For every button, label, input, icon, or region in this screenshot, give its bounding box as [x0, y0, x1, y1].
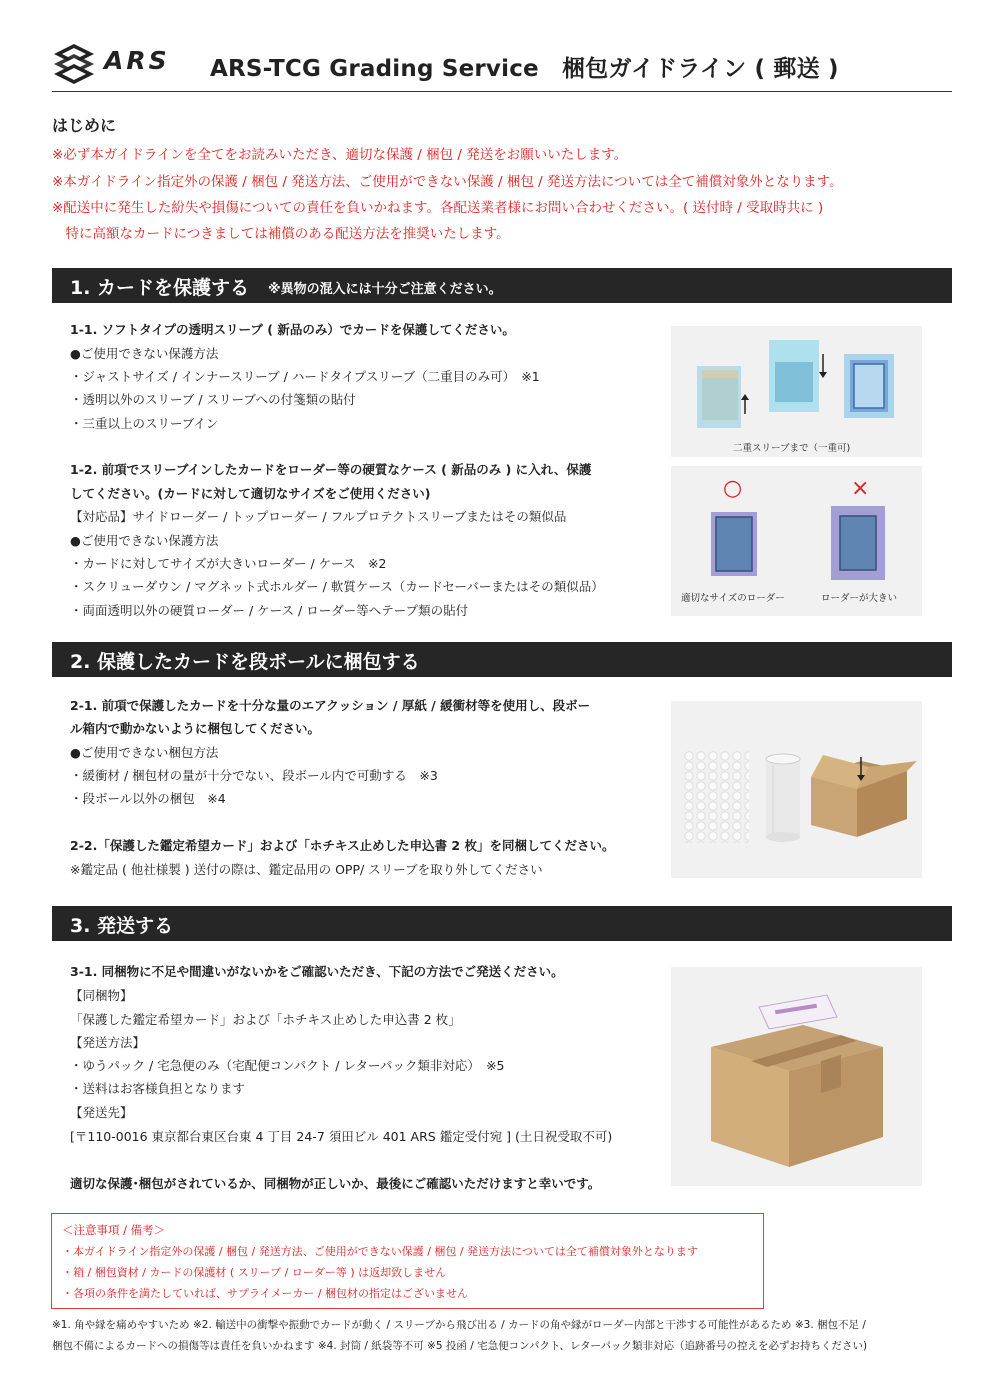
loader-illustration — [671, 466, 922, 616]
ng-mark-icon: × — [851, 476, 870, 501]
notes-title: ＜注意事項 / 備考＞ — [62, 1223, 166, 1237]
intro-line: 特に高額なカードにつきましては補償のある配送方法を推奨いたします。 — [52, 226, 510, 242]
section-2-header — [52, 642, 952, 677]
s1-line: ・カードに対してサイズが大きいローダー / ケース ※2 — [70, 556, 387, 571]
logo-text: ARS — [104, 46, 170, 75]
section-3-header — [52, 906, 952, 941]
s3-line: 「保護した鑑定希望カード」および「ホチキス止めした申込書 2 枚」 — [70, 1012, 461, 1027]
ok-mark-icon: ○ — [723, 476, 743, 501]
s2-line: ※鑑定品 ( 他社様製 ) 送付の際は、鑑定品用の OPP/ スリーブを取り外してください — [70, 862, 543, 877]
s2-line: ・段ボール以外の梱包 ※4 — [70, 791, 226, 806]
sleeve-diagram-icon — [671, 326, 922, 457]
intro-line: ※必ず本ガイドラインを全てをお読みいただき、適切な保護 / 梱包 / 発送をお願いいたします。 — [52, 147, 628, 163]
section-3-title: 3. 発送する — [70, 915, 174, 937]
notes-item: ・各項の条件を満たしていれば、サプライメーカー / 梱包材の指定はございません — [62, 1287, 469, 1300]
notes-item: ・本ガイドライン指定外の保護 / 梱包 / 発送方法、ご使用ができない保護 / 梱包 / 発送方法については全て補償対象外となります — [62, 1245, 698, 1258]
s3-line: ・送料はお客様負担となります — [70, 1081, 246, 1096]
intro-line: ※配送中に発生した紛失や損傷についての責任を負いかねます。各配送業者様にお問い合わせください。( 送付時 / 受取時共に ) — [52, 200, 824, 216]
s2-line: 2-1. 前項で保護したカードを十分な量のエアクッション / 厚紙 / 緩衝材等を使用し、段ボー — [70, 698, 591, 713]
footnote-line: ※1. 角や縁を痛めやすいため ※2. 輸送中の衝撃や振動でカードが動く / スリーブから飛び出る / カードの角や縁がローダー内部と干渉する可能性があるため ※3. 梱包不足 / — [52, 1319, 866, 1331]
img1-caption: 二重スリーブまで（一重可) — [733, 443, 851, 454]
shipping-box-illustration — [671, 967, 922, 1186]
s2-line: ル箱内で動かないように梱包してください。 — [70, 721, 321, 736]
s1-line: ・ジャストサイズ / インナースリーブ / ハードタイプスリーブ（二重目のみ可） ※1 — [70, 369, 540, 384]
intro-heading: はじめに — [52, 116, 117, 135]
section-1-note: ※異物の混入には十分ご注意ください。 — [268, 282, 502, 297]
s1-line: 【対応品】サイドローダー / トップローダー / フルプロテクトスリーブまたはその類似品 — [70, 509, 567, 524]
s3-line: 3-1. 同梱物に不足や間違いがないかをご確認いただき、下記の方法でご発送ください。 — [70, 964, 564, 979]
ng-caption: ローダーが大きい — [821, 593, 898, 604]
s3-line: 適切な保護･梱包がされているか、同梱物が正しいか、最後にご確認いただけますと幸いです。 — [70, 1176, 601, 1191]
s1-line: ・スクリューダウン / マグネット式ホルダー / 軟質ケース（カードセーバーまたはその類似品） — [70, 579, 604, 594]
s1-line: ・透明以外のスリーブ / スリーブへの付箋類の貼付 — [70, 392, 356, 407]
s1-line: ●ご使用できない保護方法 — [70, 533, 219, 548]
header-divider — [52, 91, 952, 92]
s1-line: ●ご使用できない保護方法 — [70, 346, 219, 361]
packing-materials-illustration — [671, 701, 922, 878]
notes-item: ・箱 / 梱包資材 / カードの保護材 ( スリーブ / ローダー等 ) は返却致しません — [62, 1266, 447, 1279]
s2-line: ●ご使用できない梱包方法 — [70, 745, 219, 760]
s1-line: してください。(カードに対して適切なサイズをご使用ください) — [70, 486, 431, 501]
s3-line: 【発送方法】 — [70, 1035, 146, 1050]
s3-line: ・ゆうパック / 宅急便のみ（宅配便コンパクト / レターパック類非対応） ※5 — [70, 1058, 505, 1073]
section-2-title: 2. 保護したカードを段ボールに梱包する — [70, 651, 420, 673]
page-title: ARS-TCG Grading Service 梱包ガイドライン ( 郵送 ) — [210, 56, 839, 82]
shipping-box-icon — [671, 967, 922, 1186]
s2-line: 2-2.「保護した鑑定希望カード」および「ホチキス止めした申込書 2 枚」を同梱してください。 — [70, 838, 615, 853]
footnote-line: 梱包不備によるカードへの損傷等は責任を負いかねます ※4. 封筒 / 紙袋等不可 ※5 投函 / 宅急便コンパクト、レターパック類非対応（追跡番号の控えを必ずお持ちください) — [52, 1340, 868, 1352]
s1-line: 1-2. 前項でスリーブインしたカードをローダー等の硬質なケース ( 新品のみ ) に入れ、保護 — [70, 462, 592, 477]
s3-line: 【発送先】 — [70, 1105, 133, 1120]
s3-line: 【同梱物】 — [70, 988, 133, 1003]
s3-line: [〒110-0016 東京都台東区台東 4 丁目 24-7 須田ビル 401 ARS 鑑定受付宛 ] (土日祝受取不可) — [70, 1129, 613, 1144]
s1-line: ・三重以上のスリーブイン — [70, 416, 219, 431]
intro-line: ※本ガイドライン指定外の保護 / 梱包 / 発送方法、ご使用ができない保護 / 梱包 / 発送方法については全て補償対象外となります。 — [52, 174, 843, 190]
section-1-title: 1. カードを保護する — [70, 277, 250, 299]
s2-line: ・緩衝材 / 梱包材の量が十分でない、段ボール内で可動する ※3 — [70, 768, 438, 783]
section-1-header — [52, 268, 952, 303]
ok-caption: 適切なサイズのローダー — [681, 593, 785, 604]
s1-line: 1-1. ソフトタイプの透明スリーブ ( 新品のみ）でカードを保護してください。 — [70, 322, 515, 337]
sleeve-illustration — [671, 326, 922, 457]
notes-box — [51, 1213, 764, 1309]
packing-materials-icon — [671, 701, 922, 878]
s1-line: ・両面透明以外の硬質ローダー / ケース / ローダー等へテープ類の貼付 — [70, 603, 469, 618]
